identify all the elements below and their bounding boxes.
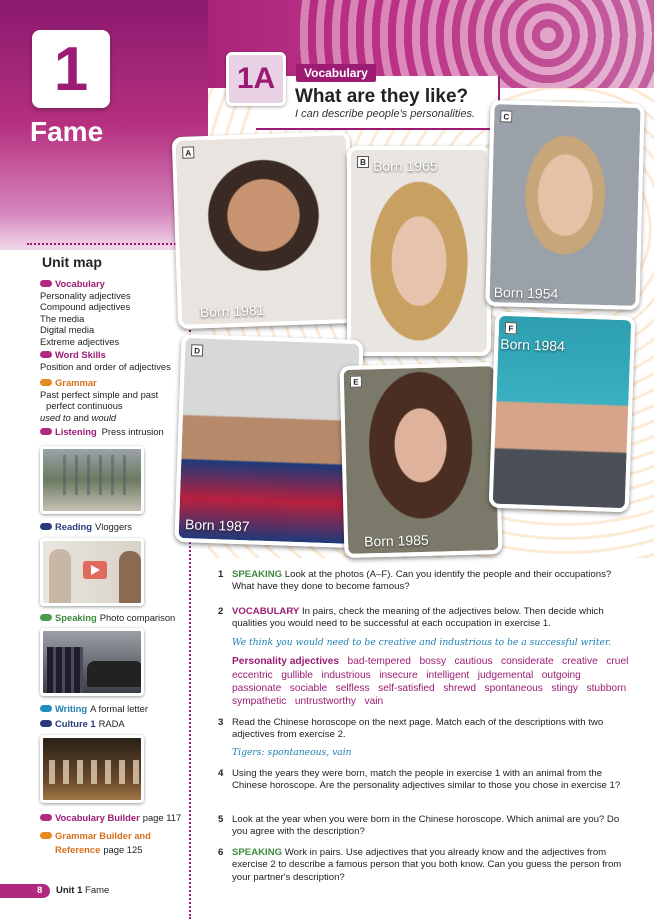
photo-c — [485, 100, 644, 310]
adjective-list — [218, 655, 637, 709]
unit-map-item: Digital media — [40, 324, 95, 335]
photo-a — [172, 131, 357, 329]
unit-map-list — [40, 276, 190, 438]
exercise-number: 5 — [218, 814, 224, 825]
exercise-number: 1 — [218, 569, 224, 580]
bullet-icon — [40, 705, 52, 712]
bullet-icon — [40, 280, 52, 287]
bullet-icon — [40, 523, 52, 530]
unit-map-category: Vocabulary — [40, 278, 190, 290]
photo-born-year: Born 1965 — [373, 158, 438, 174]
unit-map-category: Listening Press intrusion — [40, 426, 190, 438]
unit-map-vocabulary-builder: Vocabulary Builder page 117 — [40, 812, 181, 823]
footer-bar — [0, 884, 50, 898]
exercise-4 — [218, 768, 630, 793]
exercise-text: In pairs, check the meaning of the adjectives below. Then decide which qualities you would need to be successful at each occupation in exercise 1. — [232, 606, 604, 630]
lesson-subtitle: I can describe people's personalities. — [295, 108, 476, 120]
unit-map-item: The media — [40, 312, 85, 324]
exercise-number: 3 — [218, 717, 224, 728]
page-number: 8 — [37, 885, 43, 896]
reading-thumbnail — [40, 538, 144, 606]
unit-map-item: Personality adjectives — [40, 289, 131, 301]
exercise-5 — [218, 814, 630, 839]
exercise-6 — [218, 847, 630, 884]
listening-thumbnail — [40, 446, 144, 514]
lesson-badge: 1A — [226, 52, 286, 106]
photo-letter: F — [505, 322, 517, 334]
photo-born-year: Born 1987 — [184, 516, 250, 535]
adjectives: bad-tempered bossy cautious considerate creative cruel eccentric gullible industrious insecure intelligent judgemental outgoing passionate sociable selfless self-satisfied shrewd spontaneous stingy stubborn sympathetic untrustworthy vain — [232, 656, 637, 708]
photo-born-year: Born 1984 — [500, 335, 566, 355]
bullet-icon — [40, 832, 52, 839]
unit-title: Fame — [30, 116, 104, 147]
bullet-icon — [40, 379, 52, 386]
photo-letter: C — [500, 110, 512, 122]
exercise-text: Look at the year when you were born in the Chinese horoscope. Which animal are you? Do you agree with the description? — [232, 814, 620, 838]
unit-map-item: Compound adjectives — [40, 301, 131, 312]
exercise-text: Work in pairs. Use adjectives that you already know and the adjectives from exercise 2 to describe a famous person that you both know. Can you guess the person from your partner's description? — [232, 847, 622, 883]
unit-map-item: Position and order of adjectives — [40, 360, 171, 372]
bullet-icon — [40, 428, 52, 435]
footer-unit: Unit 1 Fame — [56, 885, 110, 896]
unit-map-item: Extreme adjectives — [40, 335, 120, 347]
unit-map-title: Unit map — [42, 254, 102, 270]
adjective-list-label: Personality adjectives — [232, 656, 340, 668]
exercise-number: 6 — [218, 847, 224, 858]
unit-map-grammar-builder-2: Reference page 125 — [55, 844, 143, 855]
bullet-icon — [40, 814, 52, 821]
unit-map-item: perfect continuous — [46, 400, 123, 411]
bullet-icon — [40, 720, 52, 727]
exercise-text: Using the years they were born, match the people in exercise 1 with an animal from the Chinese horoscope. Are the personality adjectives similar to those you chose in exercise 1? — [232, 768, 621, 792]
unit-map-speaking: Speaking Photo comparison — [40, 612, 175, 623]
unit-map-grammar-builder: Grammar Builder and — [40, 830, 151, 841]
exercise-number: 2 — [218, 606, 224, 617]
photo-b — [347, 146, 491, 356]
photo-f — [489, 312, 636, 513]
exercise-1 — [218, 569, 630, 594]
unit-map-writing: Writing A formal letter — [40, 703, 148, 714]
exercise-keyword: SPEAKING — [232, 569, 283, 580]
exercise-example: Tigers: spontaneous, vain — [232, 746, 352, 758]
unit-map-item: Past perfect simple and past — [40, 388, 159, 400]
unit-map-reading: Reading Vloggers — [40, 521, 132, 532]
exercise-3 — [218, 717, 630, 759]
photo-born-year: Born 1981 — [199, 302, 265, 321]
speaking-thumbnail — [40, 628, 144, 696]
skill-tag: Vocabulary — [296, 64, 376, 82]
bullet-icon — [40, 351, 52, 358]
photo-d — [174, 334, 363, 548]
culture-thumbnail — [40, 735, 144, 803]
unit-number: 1 — [32, 30, 110, 108]
photo-letter: D — [191, 344, 203, 356]
exercise-number: 4 — [218, 768, 224, 779]
photo-letter: E — [350, 376, 362, 388]
photo-letter: B — [357, 156, 369, 168]
exercise-2 — [218, 606, 637, 709]
exercise-keyword: VOCABULARY — [232, 606, 300, 617]
exercise-keyword: SPEAKING — [232, 847, 283, 858]
exercise-example: We think you would need to be creative and industrious to be a successful writer. — [232, 636, 612, 648]
photo-e — [340, 362, 503, 558]
unit-map-category: Grammar — [40, 377, 190, 389]
bullet-icon — [40, 614, 52, 621]
unit-map-item: used to and would — [40, 411, 117, 423]
exercise-text: Read the Chinese horoscope on the next page. Match each of the descriptions with two adjectives from exercise 2. — [232, 717, 604, 741]
lesson-title: What are they like? — [295, 86, 469, 107]
exercise-text: Look at the photos (A–F). Can you identify the people and their occupations? What have they done to become famous? — [232, 569, 612, 593]
photo-letter: A — [182, 146, 194, 158]
photo-born-year: Born 1954 — [493, 284, 559, 302]
unit-map-category: Word Skills — [40, 349, 190, 361]
photo-born-year: Born 1985 — [363, 531, 429, 550]
unit-map-culture: Culture 1 RADA — [40, 718, 125, 729]
